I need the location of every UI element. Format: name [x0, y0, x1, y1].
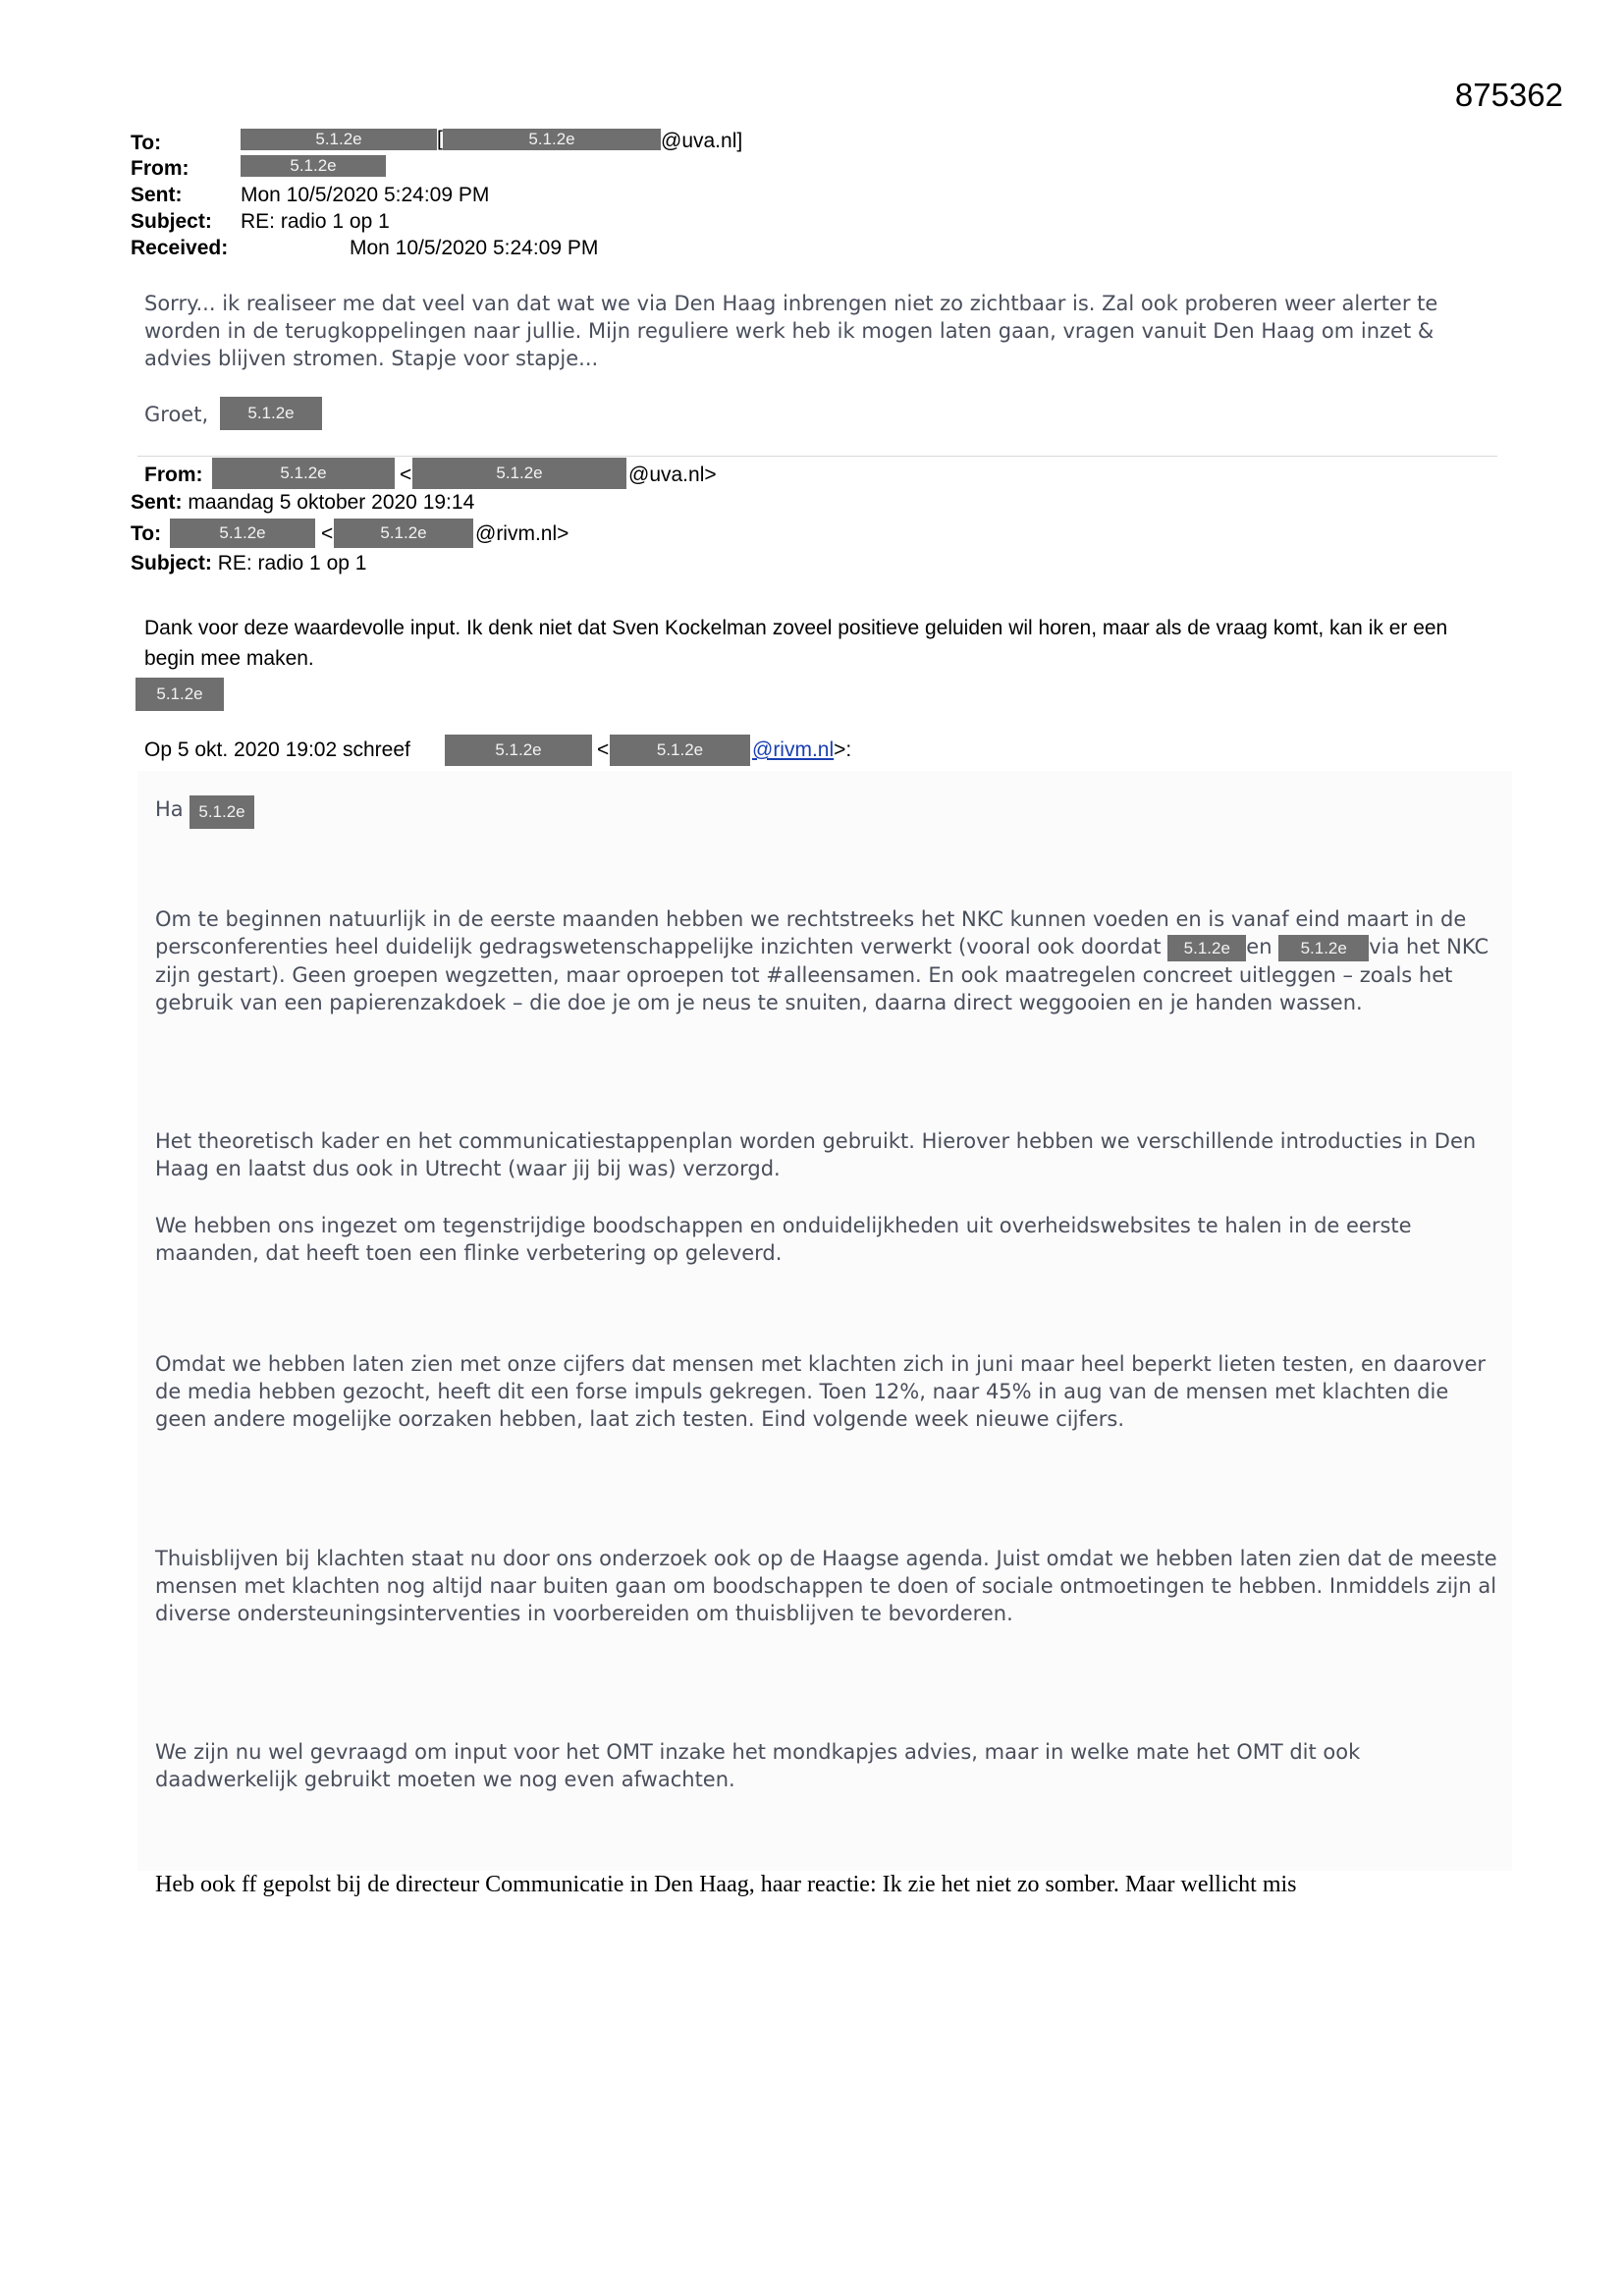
msg2-to-email-suffix: @rivm.nl>	[475, 522, 569, 545]
quote-intro-email	[752, 738, 851, 762]
document-number: 875362	[1454, 77, 1563, 113]
angle-open: <	[597, 738, 610, 761]
redaction-box: 5.1.2e	[445, 735, 592, 766]
quote-paragraph-4: Omdat we hebben laten zien met onze cijfers dat mensen met klachten zich in juni maar heel beperkt lieten testen, en daarover de media hebben gezocht, heeft dit een forse impuls gekregen. Toen 12%, naar 45% in aug van de mensen met klachten die geen andere mogelijke oorzaken hebben, laat zich testen. Eind volgende week nieuwe cijfers.	[155, 1352, 1487, 1431]
msg2-to-label: To:	[131, 522, 162, 545]
msg2-from-label: From:	[144, 464, 203, 486]
redaction-box: 5.1.2e	[610, 735, 750, 766]
sent-value: Mon 10/5/2020 5:24:09 PM	[241, 184, 490, 206]
redaction-box: 5.1.2e	[334, 519, 473, 548]
quote-intro-prefix: Op 5 okt. 2020 19:02 schreef	[144, 738, 410, 761]
quote-paragraph-7: Heb ook ff gepolst bij de directeur Communicatie in Den Haag, haar reactie: Ik zie het niet zo somber. Maar wellicht mis	[155, 1872, 1297, 1897]
redaction-box: 5.1.2e	[1278, 935, 1369, 961]
msg2-from-email-suffix: @uva.nl>	[628, 464, 717, 486]
to-label: To:	[131, 132, 162, 154]
msg2-subject-label: Subject:	[131, 552, 212, 574]
received-label: Received:	[131, 237, 229, 259]
quote-greeting: Ha	[155, 797, 184, 821]
quote-p1-en: en	[1246, 935, 1272, 958]
redaction-box: 5.1.2e	[241, 129, 437, 150]
quote-p1-part-b: via het NKC zijn gestart). Geen groepen wegzetten, maar oproepen tot #alleensamen. En ook maatregelen concreet uitleggen – zoals het gebruik van een papierenzakdoek – die doe je om je neus te snuiten, daarna direct weggooien en je handen wassen.	[155, 935, 1489, 1014]
msg2-subject-value: RE: radio 1 op 1	[217, 552, 367, 574]
received-value: Mon 10/5/2020 5:24:09 PM	[350, 237, 599, 259]
quote-paragraph-6: We zijn nu wel gevraagd om input voor het OMT inzake het mondkapjes advies, maar in welke mate het OMT dit ook daadwerkelijk gebruikt moeten we nog even afwachten.	[155, 1740, 1361, 1791]
msg2-sent-value: maandag 5 oktober 2020 19:14	[188, 491, 475, 514]
redaction-box: 5.1.2e	[135, 678, 224, 711]
redaction-box: 5.1.2e	[1167, 935, 1246, 961]
bracket-open: [	[437, 128, 443, 150]
quote-paragraph-5: Thuisblijven bij klachten staat nu door ons onderzoek ook op de Haagse agenda. Juist omdat we hebben laten zien dat de meeste mensen met klachten nog altijd naar buiten gaan om boodschappen te doen of sociale ontmoetingen te hebben. Inmiddels zijn al diverse ondersteuningsinterventies in voorbereiden om thuisblijven te bevorderen.	[155, 1547, 1497, 1625]
quote-p1-part-a: Om te beginnen natuurlijk in de eerste maanden hebben we rechtstreeks het NKC kunnen voeden en is vanaf eind maart in de persconferenties heel duidelijk gedragswetenschappelijke inzichten verwerkt (vooral ook doordat	[155, 907, 1467, 958]
msg2-subject	[131, 552, 366, 575]
redaction-box: 5.1.2e	[220, 397, 322, 430]
redaction-box: 5.1.2e	[412, 458, 626, 489]
redaction-box: 5.1.2e	[170, 519, 315, 548]
msg2-sent-label: Sent:	[131, 491, 183, 514]
angle-open: <	[321, 522, 334, 545]
redaction-box: 5.1.2e	[241, 155, 386, 177]
redaction-box: 5.1.2e	[189, 795, 254, 829]
quote-paragraph-3: We hebben ons ingezet om tegenstrijdige boodschappen en onduidelijkheden uit overheidswebsites te halen in de eerste maanden, dat heeft toen een flinke verbetering op geleverd.	[155, 1214, 1412, 1265]
subject-label: Subject:	[131, 210, 212, 233]
quote-intro-suffix: >:	[834, 738, 852, 761]
subject-value: RE: radio 1 op 1	[241, 210, 390, 233]
sent-label: Sent:	[131, 184, 183, 206]
redaction-box: 5.1.2e	[443, 129, 661, 150]
separator-line	[137, 456, 1497, 457]
to-email-suffix: @uva.nl]	[661, 130, 743, 152]
reply-body: Sorry... ik realiseer me dat veel van dat wat we via Den Haag inbrengen niet zo zichtbaar is. Zal ook proberen weer alerter te worden in de terugkoppelingen naar jullie. Mijn reguliere werk heb ik mogen laten gaan, vragen vanuit Den Haag om inzet & advies blijven stromen. Stapje voor stapje...	[144, 292, 1438, 370]
quote-paragraph-1	[155, 905, 1500, 1016]
msg2-body: Dank voor deze waardevolle input. Ik denk niet dat Sven Kockelman zoveel positieve geluiden wil horen, maar als de vraag komt, kan ik er een begin mee maken.	[144, 617, 1448, 670]
redaction-box: 5.1.2e	[212, 458, 395, 489]
quote-intro-link[interactable]: @rivm.nl	[752, 738, 835, 761]
angle-open: <	[400, 464, 412, 486]
from-label: From:	[131, 157, 189, 180]
msg2-sent	[131, 491, 474, 515]
reply-greeting: Groet,	[144, 403, 209, 426]
quote-paragraph-2: Het theoretisch kader en het communicatiestappenplan worden gebruikt. Hierover hebben we verschillende introducties in Den Haag en laatst dus ook in Utrecht (waar jij bij was) verzorgd.	[155, 1129, 1477, 1180]
quote-intro	[144, 738, 410, 762]
